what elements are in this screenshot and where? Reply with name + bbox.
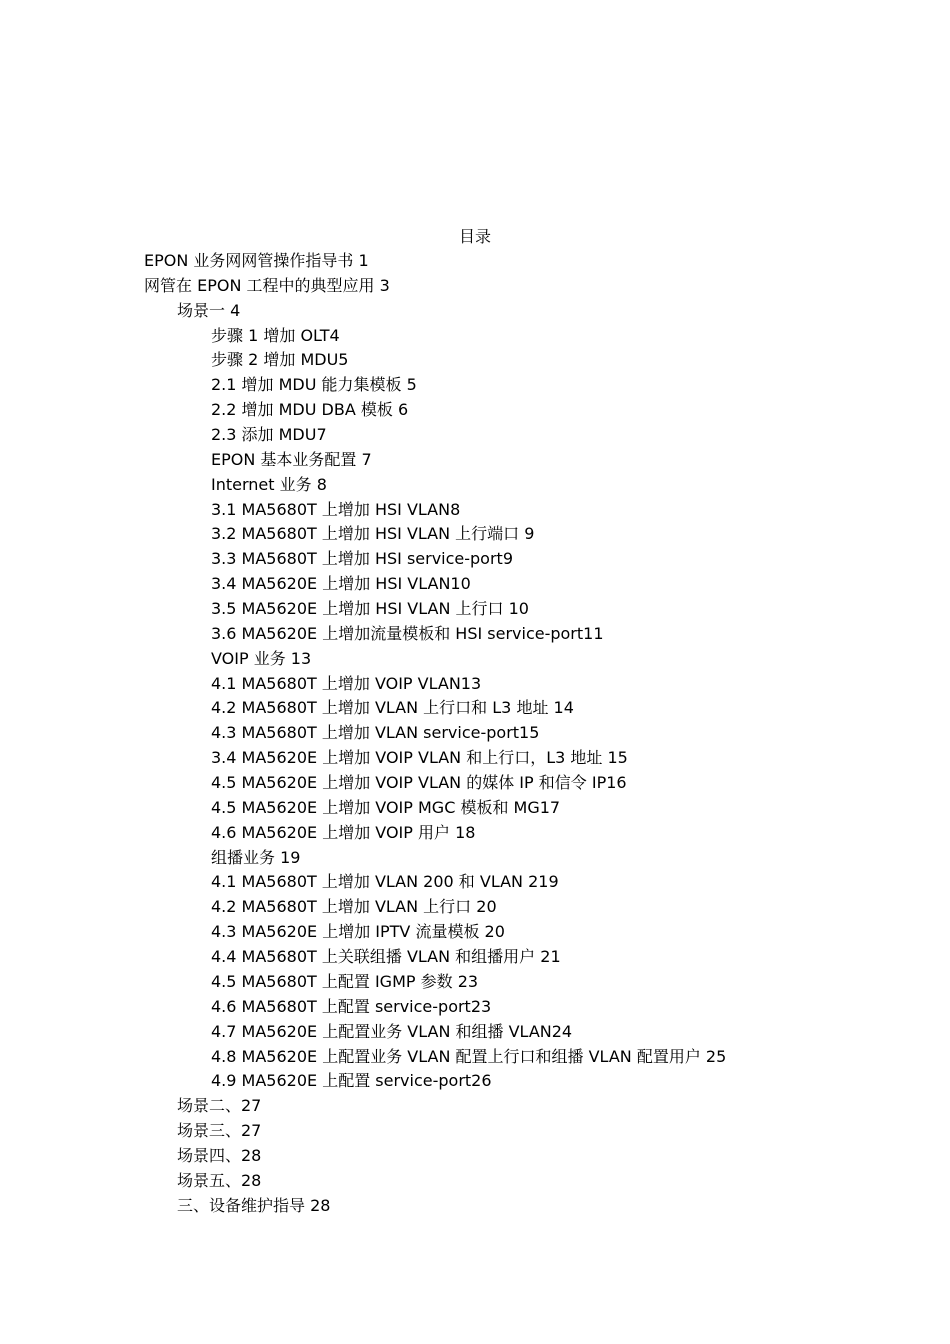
toc-entry[interactable]: 4.5 MA5680T 上配置 IGMP 参数 23 — [211, 971, 479, 991]
toc-entry[interactable]: 场景四、28 — [177, 1145, 262, 1165]
toc-entry[interactable]: 4.6 MA5620E 上增加 VOIP 用户 18 — [211, 822, 476, 842]
toc-entry[interactable]: 4.2 MA5680T 上增加 VLAN 上行口和 L3 地址 14 — [211, 698, 574, 718]
toc-entry[interactable]: 3.3 MA5680T 上增加 HSI service-port9 — [211, 549, 514, 569]
toc-entry[interactable]: 4.6 MA5680T 上配置 service-port23 — [211, 996, 492, 1016]
toc-entry[interactable]: 4.5 MA5620E 上增加 VOIP VLAN 的媒体 IP 和信令 IP16 — [211, 773, 627, 793]
toc-entry[interactable]: 场景二、27 — [177, 1096, 262, 1116]
toc-entry[interactable]: 步骤 1 增加 OLT4 — [211, 325, 340, 345]
toc-entry[interactable]: Internet 业务 8 — [211, 474, 327, 494]
toc-entry[interactable]: 三、设备维护指导 28 — [177, 1195, 331, 1215]
toc-entry[interactable]: 2.3 添加 MDU7 — [211, 425, 327, 445]
toc-entry[interactable]: 4.1 MA5680T 上增加 VOIP VLAN13 — [211, 673, 482, 693]
toc-entry[interactable]: 组播业务 19 — [211, 847, 301, 867]
toc-entry[interactable]: 场景三、27 — [177, 1121, 262, 1141]
toc-entry[interactable]: 4.1 MA5680T 上增加 VLAN 200 和 VLAN 219 — [211, 872, 559, 892]
toc-entry[interactable]: EPON 基本业务配置 7 — [211, 449, 372, 469]
toc-entry[interactable]: 4.2 MA5680T 上增加 VLAN 上行口 20 — [211, 897, 497, 917]
toc-entry[interactable]: 2.2 增加 MDU DBA 模板 6 — [211, 400, 409, 420]
toc-entry[interactable]: 4.5 MA5620E 上增加 VOIP MGC 模板和 MG17 — [211, 797, 561, 817]
toc-entry[interactable]: 4.3 MA5680T 上增加 VLAN service-port15 — [211, 723, 540, 743]
toc-entry[interactable]: 场景一 4 — [177, 300, 241, 320]
toc-entry[interactable]: 2.1 增加 MDU 能力集模板 5 — [211, 375, 417, 395]
toc-entry[interactable]: EPON 业务网网管操作指导书 1 — [144, 251, 369, 270]
toc-entry[interactable]: 3.5 MA5620E 上增加 HSI VLAN 上行口 10 — [211, 599, 529, 619]
toc-entry[interactable]: VOIP 业务 13 — [211, 648, 312, 668]
toc-entry[interactable]: 网管在 EPON 工程中的典型应用 3 — [144, 275, 390, 295]
toc-entry[interactable]: 步骤 2 增加 MDU5 — [211, 350, 349, 370]
toc-entry[interactable]: 4.3 MA5620E 上增加 IPTV 流量模板 20 — [211, 922, 505, 942]
toc-entry[interactable]: 4.4 MA5680T 上关联组播 VLAN 和组播用户 21 — [211, 947, 561, 967]
toc-title: 目录 — [458, 227, 491, 246]
toc-entry[interactable]: 3.4 MA5620E 上增加 VOIP VLAN 和上行口，L3 地址 15 — [211, 748, 628, 768]
toc-entry[interactable]: 场景五、28 — [177, 1170, 262, 1190]
toc-entry[interactable]: 3.6 MA5620E 上增加流量模板和 HSI service-port11 — [211, 623, 604, 643]
toc-entry[interactable]: 3.1 MA5680T 上增加 HSI VLAN8 — [211, 499, 461, 519]
table-of-contents — [0, 249, 950, 1219]
toc-entry[interactable]: 4.8 MA5620E 上配置业务 VLAN 配置上行口和组播 VLAN 配置用户 25 — [211, 1046, 727, 1066]
toc-entry[interactable]: 4.9 MA5620E 上配置 service-port26 — [211, 1071, 492, 1091]
toc-entry[interactable]: 3.4 MA5620E 上增加 HSI VLAN10 — [211, 574, 471, 594]
toc-entry[interactable]: 3.2 MA5680T 上增加 HSI VLAN 上行端口 9 — [211, 524, 535, 544]
toc-entry[interactable]: 4.7 MA5620E 上配置业务 VLAN 和组播 VLAN24 — [211, 1021, 573, 1041]
